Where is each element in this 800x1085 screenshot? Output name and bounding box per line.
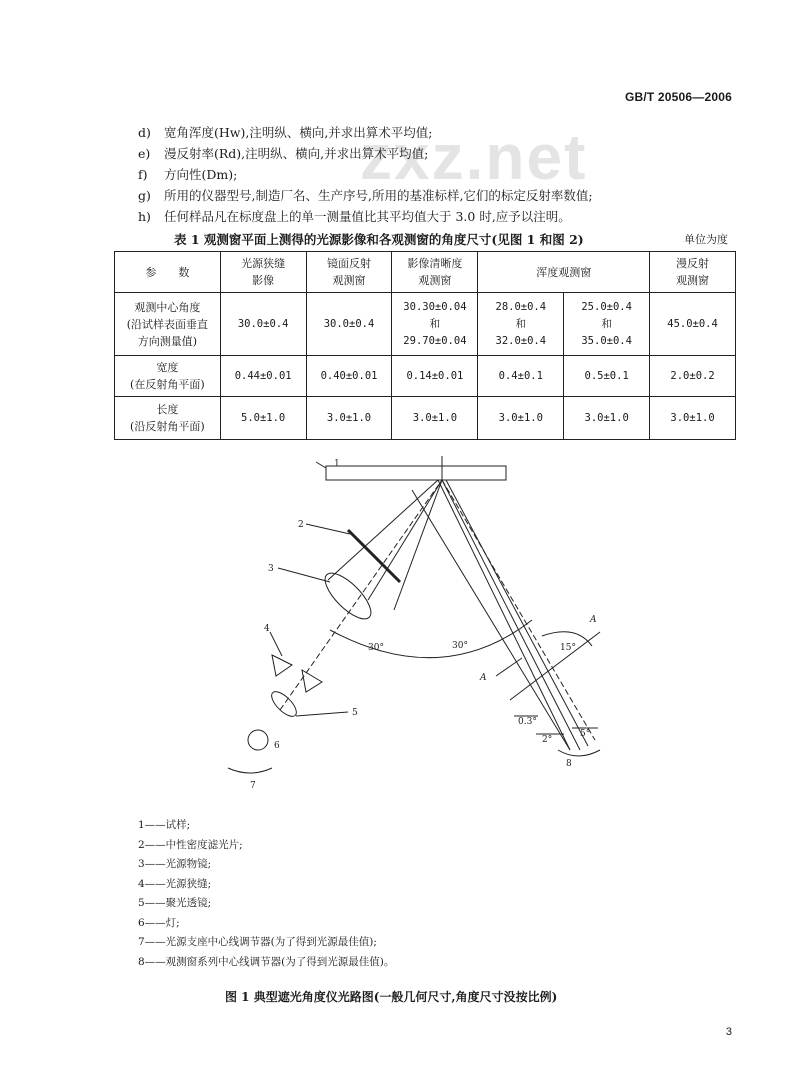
header-line: 漫反射	[676, 257, 710, 270]
letter-a-left: A	[480, 673, 487, 683]
cell-value: 0.14±0.01	[392, 356, 478, 397]
callout-leader	[278, 568, 330, 582]
value-line: 28.0±0.4	[495, 300, 547, 313]
item-text: 任何样品凡在标度盘上的单一测量值比其平均值大于 3.0 时,应予以注明。	[164, 209, 571, 224]
item-text: 漫反射率(Rd),注明纵、横向,并求出算术平均值;	[164, 146, 429, 161]
table-row	[115, 356, 736, 397]
reflected-ray-a	[438, 480, 570, 750]
item-label: h)	[138, 209, 151, 224]
sample-plate	[326, 466, 506, 480]
value-line: 和	[601, 317, 612, 330]
param-line: 观测中心角度	[134, 300, 201, 314]
table-caption: 表 1 观测窗平面上测得的光源影像和各观测窗的角度尺寸(见图 1 和图 2)	[174, 232, 584, 247]
lamp	[248, 730, 268, 750]
header-specular-window	[306, 252, 392, 293]
objective-lens	[318, 566, 377, 625]
legend-item: 8——观测窗系列中心线调节器(为了得到光源最佳值)。	[138, 955, 395, 968]
header-line: 镜面反射	[327, 257, 372, 270]
value-line: 35.0±0.4	[581, 334, 632, 347]
table-header-row	[115, 252, 736, 293]
callout-5: 5	[352, 708, 358, 718]
cell-value: 45.0±0.4	[650, 293, 736, 356]
page-number: 3	[725, 1026, 732, 1038]
angle-5: 5°	[580, 729, 591, 739]
cell-value	[478, 293, 564, 356]
reflected-ray-c	[446, 480, 591, 746]
angle-2: 2°	[542, 735, 553, 745]
item-text: 所用的仪器型号,制造厂名、生产序号,所用的基准标样,它们的标定反射率数值;	[164, 188, 593, 203]
table-unit: 单位为度	[684, 233, 728, 246]
window-plane-a	[496, 658, 522, 676]
site-watermark: zxz.net	[360, 121, 588, 193]
report-item-f	[138, 164, 738, 185]
cell-value	[564, 293, 650, 356]
callout-leader	[316, 462, 326, 468]
item-label: e)	[138, 146, 151, 161]
row-param	[115, 397, 221, 440]
value-line: 29.70±0.04	[403, 334, 467, 347]
incident-axis	[280, 480, 442, 710]
angle-15: 15°	[560, 643, 576, 653]
header-line: 光源狭缝	[241, 257, 286, 270]
header-line: 观测窗	[676, 274, 710, 287]
header-haze-window: 浑度观测窗	[478, 252, 650, 293]
incident-ray-center	[368, 480, 442, 600]
optical-path-diagram	[180, 450, 640, 795]
slit-jaw-right	[302, 670, 322, 692]
item-label: g)	[138, 188, 151, 203]
callout-8: 8	[566, 759, 572, 769]
cell-value: 5.0±1.0	[220, 397, 306, 440]
header-diffuse-window	[650, 252, 736, 293]
param-line: (沿反射角平面)	[130, 420, 205, 433]
header-param: 参 数	[115, 252, 221, 293]
callout-leader	[306, 524, 350, 534]
cell-value: 30.0±0.4	[306, 293, 392, 356]
param-line: 方向测量值)	[137, 334, 197, 348]
param-line: (沿试样表面垂直	[126, 317, 208, 331]
item-label: d)	[138, 125, 151, 140]
letter-a-top: A	[590, 615, 597, 625]
table-row	[115, 397, 736, 440]
cell-value: 3.0±1.0	[564, 397, 650, 440]
angular-dimensions-table	[114, 251, 736, 440]
cell-value: 0.44±0.01	[220, 356, 306, 397]
cell-value: 0.4±0.1	[478, 356, 564, 397]
report-item-g	[138, 185, 738, 206]
adjuster-arc-8	[558, 750, 600, 756]
callout-4: 4	[264, 624, 270, 634]
adjuster-arc-7	[228, 768, 272, 773]
cell-value: 3.0±1.0	[392, 397, 478, 440]
slit-jaw-left	[272, 655, 292, 676]
callout-3: 3	[268, 564, 274, 574]
callout-7: 7	[250, 781, 256, 791]
param-line: 宽度	[156, 361, 179, 374]
condenser-lens	[268, 688, 301, 721]
reflected-axis	[442, 480, 595, 740]
report-item-h	[138, 206, 738, 227]
item-text: 宽角浑度(Hw),注明纵、横向,并求出算术平均值;	[164, 125, 433, 140]
value-line: 25.0±0.4	[581, 300, 632, 313]
cell-value: 2.0±0.2	[650, 356, 736, 397]
cell-value: 3.0±1.0	[478, 397, 564, 440]
legend-item: 4——光源狭缝;	[138, 877, 212, 890]
callout-leader	[296, 712, 348, 716]
callout-2: 2	[298, 520, 304, 530]
header-line: 观测窗	[418, 274, 452, 287]
angle-30-left: 30°	[368, 643, 384, 653]
value-line: 30.30±0.04	[403, 300, 467, 313]
header-distinctness-window	[392, 252, 478, 293]
callout-1: 1	[334, 459, 340, 469]
cell-value	[392, 293, 478, 356]
report-item-d	[138, 122, 738, 143]
header-slit-image	[220, 252, 306, 293]
legend-item: 3——光源物镜;	[138, 858, 212, 870]
header-line: 影像清晰度	[407, 257, 463, 270]
cell-value: 0.40±0.01	[306, 356, 392, 397]
param-line: 长度	[156, 403, 179, 416]
legend-item: 7——光源支座中心线调节器(为了得到光源最佳值);	[138, 936, 377, 948]
table-row	[115, 293, 736, 356]
angle-arc	[330, 620, 532, 658]
angle-03: 0.3°	[518, 717, 537, 727]
standard-number: GB/T 20506—2006	[624, 90, 732, 104]
figure-caption: 图 1 典型遮光角度仪光路图(一般几何尺寸,角度尺寸没按比例)	[225, 990, 558, 1004]
window-plane	[510, 632, 600, 700]
reflected-ray-b	[442, 480, 580, 750]
report-item-e	[138, 143, 738, 164]
legend-item: 2——中性密度滤光片;	[138, 838, 243, 851]
item-label: f)	[138, 167, 148, 182]
cell-value: 3.0±1.0	[306, 397, 392, 440]
angle-30-right: 30°	[452, 641, 468, 651]
report-items-list	[138, 122, 738, 227]
row-param	[115, 293, 221, 356]
header-line: 影像	[252, 274, 275, 287]
value-line: 和	[429, 317, 441, 330]
legend-item: 5——聚光透镜;	[138, 897, 212, 909]
param-line: (在反射角平面)	[130, 378, 205, 391]
row-param	[115, 356, 221, 397]
callout-leader	[270, 632, 282, 656]
reflected-ray-d	[412, 490, 570, 750]
legend-item: 1——试样;	[138, 819, 191, 831]
legend-item: 6——灯;	[138, 916, 180, 929]
value-line: 32.0±0.4	[495, 334, 547, 347]
cell-value: 30.0±0.4	[220, 293, 306, 356]
cell-value: 0.5±0.1	[564, 356, 650, 397]
item-text: 方向性(Dm);	[164, 167, 238, 182]
cell-value: 3.0±1.0	[650, 397, 736, 440]
figure-legend	[138, 816, 394, 972]
value-line: 和	[515, 317, 527, 330]
callout-6: 6	[274, 741, 280, 751]
header-line: 观测窗	[332, 274, 366, 287]
